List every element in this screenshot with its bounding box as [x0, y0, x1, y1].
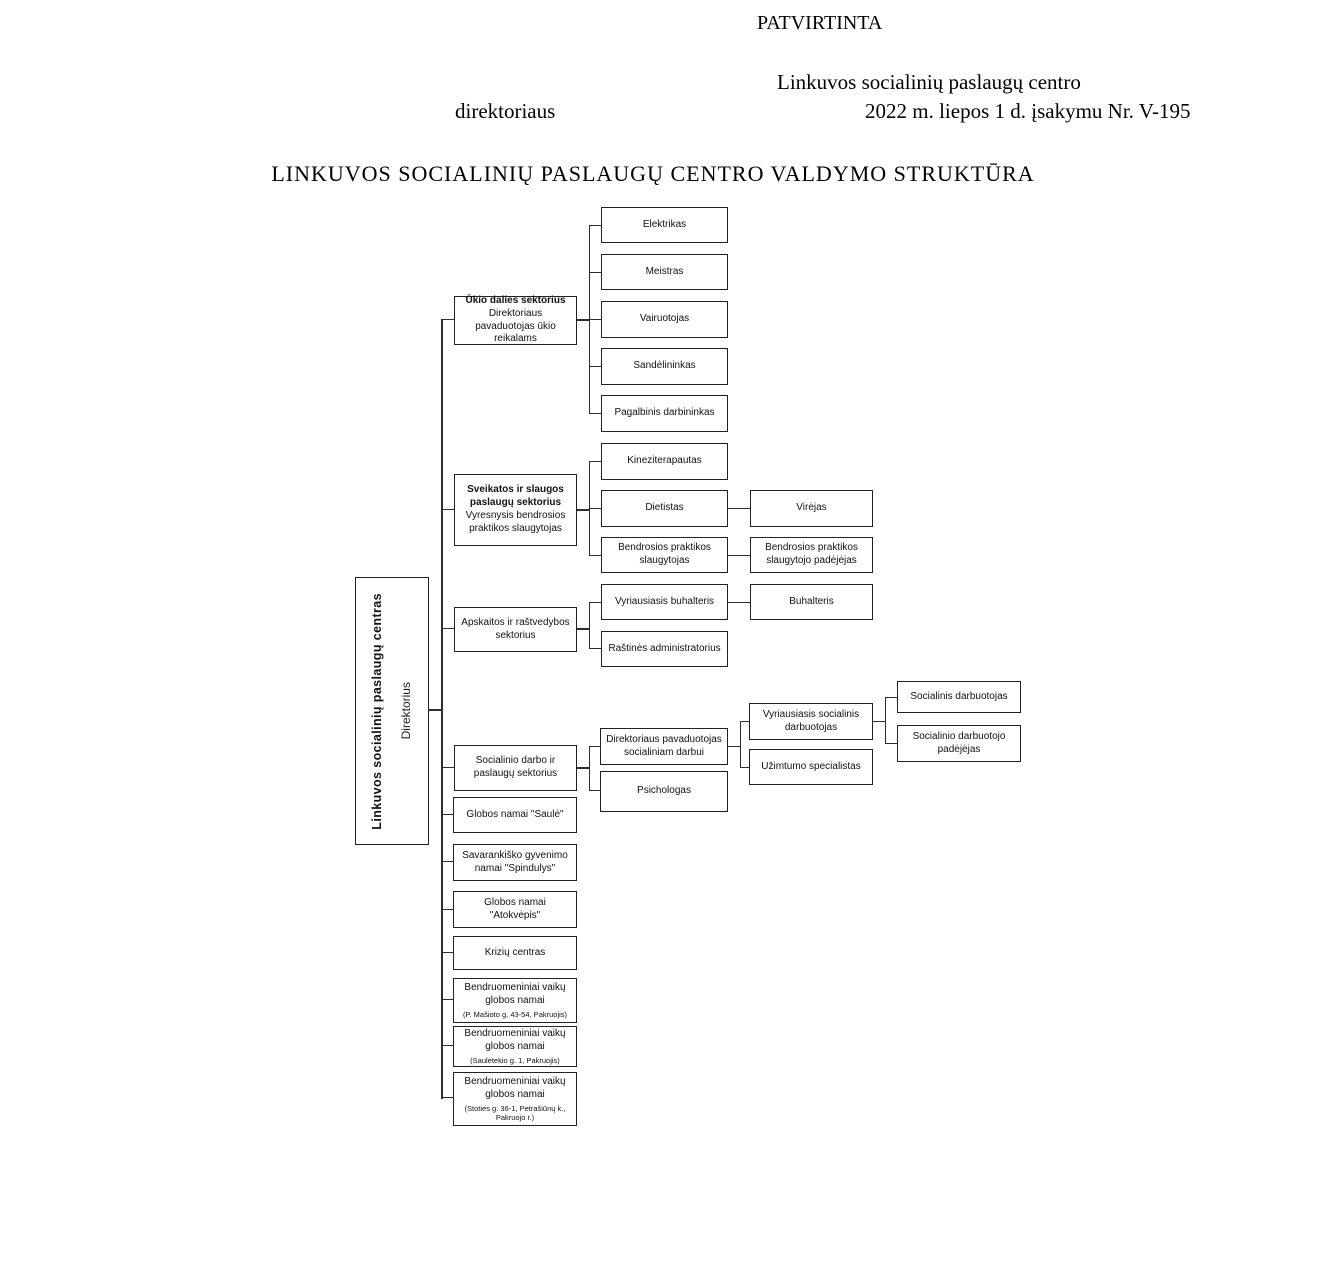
connector-line	[589, 225, 601, 226]
connector-line	[441, 1097, 454, 1098]
root-position: Direktorius	[399, 682, 414, 740]
connector-line	[441, 952, 454, 953]
node-slaugytojo-padejejas	[750, 537, 873, 573]
node-pagalbinis-darbininkas	[601, 395, 728, 432]
connector-line	[441, 319, 454, 320]
node-unit-saule	[453, 797, 577, 833]
position-label: Meistras	[645, 265, 684, 277]
connector-bracket	[885, 697, 886, 744]
node-rastines-administratorius	[601, 631, 728, 667]
node-unit-kriziu-centras	[453, 936, 577, 970]
sector-title: Ūkio dalies sektorius	[465, 294, 566, 306]
page-title: LINKUVOS SOCIALINIŲ PASLAUGŲ CENTRO VALDYMO STRUKTŪRA	[271, 161, 1035, 186]
position-label: Kineziterapautas	[627, 455, 702, 467]
unit-label: Globos namai "Saulė"	[466, 808, 564, 820]
connector-line	[873, 721, 885, 722]
node-dietistas	[601, 490, 728, 527]
sector-subtitle: Vyresnysis bendrosios praktikos slaugytojas	[465, 510, 566, 534]
node-elektrikas	[601, 207, 728, 243]
connector-line	[589, 461, 601, 462]
node-socialinis-darbuotojas	[897, 681, 1021, 713]
node-unit-bvgn-sauletekio	[453, 1026, 577, 1067]
position-label: Pagalbinis darbininkas	[614, 407, 715, 419]
node-vyriausiasis-buhalteris	[601, 584, 728, 620]
sector-title: Apskaitos ir raštvedybos sektorius	[461, 616, 570, 641]
connector-line	[589, 746, 601, 747]
node-sector-apskaitos	[454, 607, 577, 652]
connector-line	[589, 790, 601, 791]
connector-line	[589, 272, 601, 273]
node-unit-atokvepis	[453, 891, 577, 928]
connector-line	[589, 602, 601, 603]
node-sandelininkas	[601, 348, 728, 385]
position-label: Sandėlininkas	[633, 360, 696, 372]
node-unit-bvgn-stoties	[453, 1072, 577, 1126]
approval-order-line: 2022 m. liepos 1 d. įsakymu Nr. V-195	[865, 99, 1191, 123]
unit-label: Savarankiško gyvenimo namai "Spindulys"	[462, 849, 568, 874]
connector-line	[589, 648, 601, 649]
sector-title: Socialinio darbo ir paslaugų sektorius	[473, 755, 558, 779]
position-label: Bendrosios praktikos slaugytojo padėjėjas	[765, 542, 858, 566]
node-socialinio-darbuotojo-padejejas	[897, 725, 1021, 762]
connector-line	[740, 767, 749, 768]
connector-line	[740, 721, 749, 722]
position-label: Direktoriaus pavaduotojas socialiniam darbui	[606, 733, 722, 758]
position-label: Buhalteris	[789, 595, 834, 607]
connector-line	[441, 814, 454, 815]
connector-bracket	[589, 602, 590, 649]
approval-org-line: Linkuvos socialinių paslaugų centro	[777, 70, 1081, 94]
position-label: Socialinis darbuotojas	[910, 690, 1008, 702]
node-kineziterapautas	[601, 443, 728, 480]
node-dir-pavaduotojas-socialiniam-darbui	[600, 728, 728, 765]
unit-label: Bendruomeniniai vaikų globos namai	[464, 982, 566, 1006]
connector-line	[589, 555, 601, 556]
connector-line	[441, 861, 454, 862]
sector-subtitle: Direktoriaus pavaduotojas ūkio reikalams	[475, 307, 556, 345]
position-label: Bendrosios praktikos slaugytojas	[618, 542, 711, 566]
position-label: Vairuotojas	[639, 313, 690, 325]
position-label: Socialinio darbuotojo padėjėjas	[912, 730, 1006, 755]
unit-label: Bendruomeniniai vaikų globos namai	[464, 1076, 566, 1100]
connector-line	[728, 602, 750, 603]
connector-bracket	[740, 721, 741, 768]
node-vairuotojas	[601, 301, 728, 338]
approval-director-word: direktoriaus	[455, 99, 556, 123]
connector-line	[885, 743, 897, 744]
node-vyriausiasis-socialinis-darbuotojas	[749, 703, 873, 740]
approval-heading: PATVIRTINTA	[757, 12, 883, 34]
connector-line	[728, 555, 750, 556]
node-bendrosios-praktikos-slaugytojas	[601, 537, 728, 573]
node-unit-spindulys	[453, 844, 577, 881]
position-label: Vyriausiasis socialinis darbuotojas	[762, 708, 860, 733]
node-sector-socialinio	[454, 745, 577, 791]
connector-line	[441, 509, 454, 510]
connector-line	[589, 319, 601, 320]
unit-address: (P. Mašioto g. 43-54, Pakruojis)	[462, 1009, 568, 1019]
node-unit-bvgn-masioto	[453, 978, 577, 1023]
node-sector-sveikatos	[454, 474, 577, 546]
node-psichologas	[600, 771, 728, 812]
connector-line	[441, 1045, 454, 1046]
position-label: Vyriausiasis buhalteris	[614, 595, 715, 607]
unit-label: Bendruomeniniai vaikų globos namai	[464, 1028, 566, 1052]
node-buhalteris	[750, 584, 873, 620]
position-label: Elektrikas	[642, 218, 687, 230]
connector-line	[441, 999, 454, 1000]
connector-line	[441, 628, 454, 629]
sector-title: Sveikatos ir slaugos paslaugų sektorius	[467, 484, 564, 509]
position-label: Užimtumo specialistas	[761, 760, 861, 772]
connector-line	[441, 767, 454, 768]
connector-line	[589, 413, 601, 414]
position-label: Raštinės administratorius	[608, 642, 721, 654]
connector-line	[589, 366, 601, 367]
connector-line	[589, 508, 601, 509]
position-label: Psichologas	[637, 785, 691, 797]
node-virejas	[750, 490, 873, 527]
connector-line	[885, 697, 897, 698]
connector-line	[728, 508, 750, 509]
unit-label: Krizių centras	[484, 946, 546, 958]
root-org-name: Linkuvos socialinių paslaugų centras	[370, 592, 385, 830]
unit-address: (Stoties g. 36-1, Petrašiūnų k., Pakruojo r.)	[464, 1103, 566, 1122]
connector-bracket	[589, 746, 590, 791]
node-uzimtumo-specialistas	[749, 749, 873, 785]
node-meistras	[601, 254, 728, 290]
position-label: Dietistas	[645, 502, 684, 514]
node-root-director	[355, 577, 429, 845]
unit-label: Globos namai "Atokvėpis"	[484, 896, 546, 921]
connector-line	[441, 909, 454, 910]
unit-address: (Saulėtekio g. 1, Pakruojis)	[470, 1055, 560, 1065]
node-sector-ukio	[454, 296, 577, 345]
position-label: Virėjas	[796, 502, 827, 514]
connector-line	[428, 709, 442, 711]
connector-line	[728, 746, 740, 747]
